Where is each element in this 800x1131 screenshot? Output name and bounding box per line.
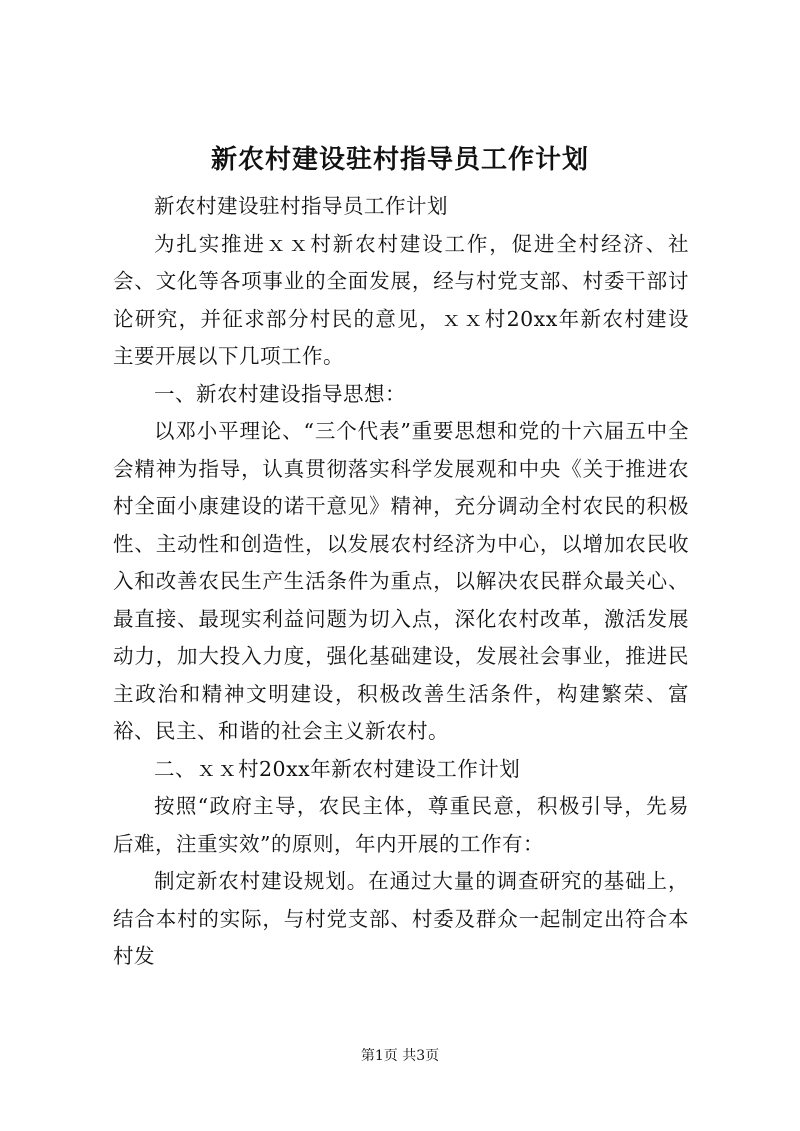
paragraph-guiding-thought: 以邓小平理论、“三个代表”重要思想和党的十六届五中全会精神为指导，认真贯彻落实科学发展观和中央《关于推进农村全面小康建设的诺干意见》精神，充分调动全村农民的积极性、主动性和创造性，以发展农村经济为中心，以增加农民收入和改善农民生产生活条件为重点，以解决农民群众最关心、最直接、最现实利益问题为切入点，深化农村改革，激活发展动力，加大投入力度，强化基础建设，发展社会事业，推进民主政治和精神文明建设，积极改善生活条件，构建繁荣、富裕、民主、和谐的社会主义新农村。 [113,419,689,743]
paragraph-principles: 按照“政府主导，农民主体，尊重民意，积极引导，先易后难，注重实效”的原则，年内开展的工作有： [113,794,689,856]
document-body [113,188,689,976]
paragraph-intro: 为扎实推进ｘｘ村新农村建设工作，促进全村经济、社会、文化等各项事业的全面发展，经与村党支部、村委干部讨论研究，并征求部分村民的意见，ｘｘ村20xx年新农村建设主要开展以下几项工作。 [113,231,689,368]
document-title: 新农村建设驻村指导员工作计划 [210,145,589,175]
paragraph-subtitle: 新农村建设驻村指导员工作计划 [154,194,448,218]
paragraph-planning: 制定新农村建设规划。在通过大量的调查研究的基础上，结合本村的实际，与村党支部、村委及群众一起制定出符合本村发 [113,869,689,968]
section-heading-guiding-thought: 一、新农村建设指导思想： [154,381,406,406]
section-heading-work-plan: 二、ｘｘ村20xx年新农村建设工作计划 [154,756,521,781]
page-footer: 第1页 共3页 [360,1048,440,1064]
